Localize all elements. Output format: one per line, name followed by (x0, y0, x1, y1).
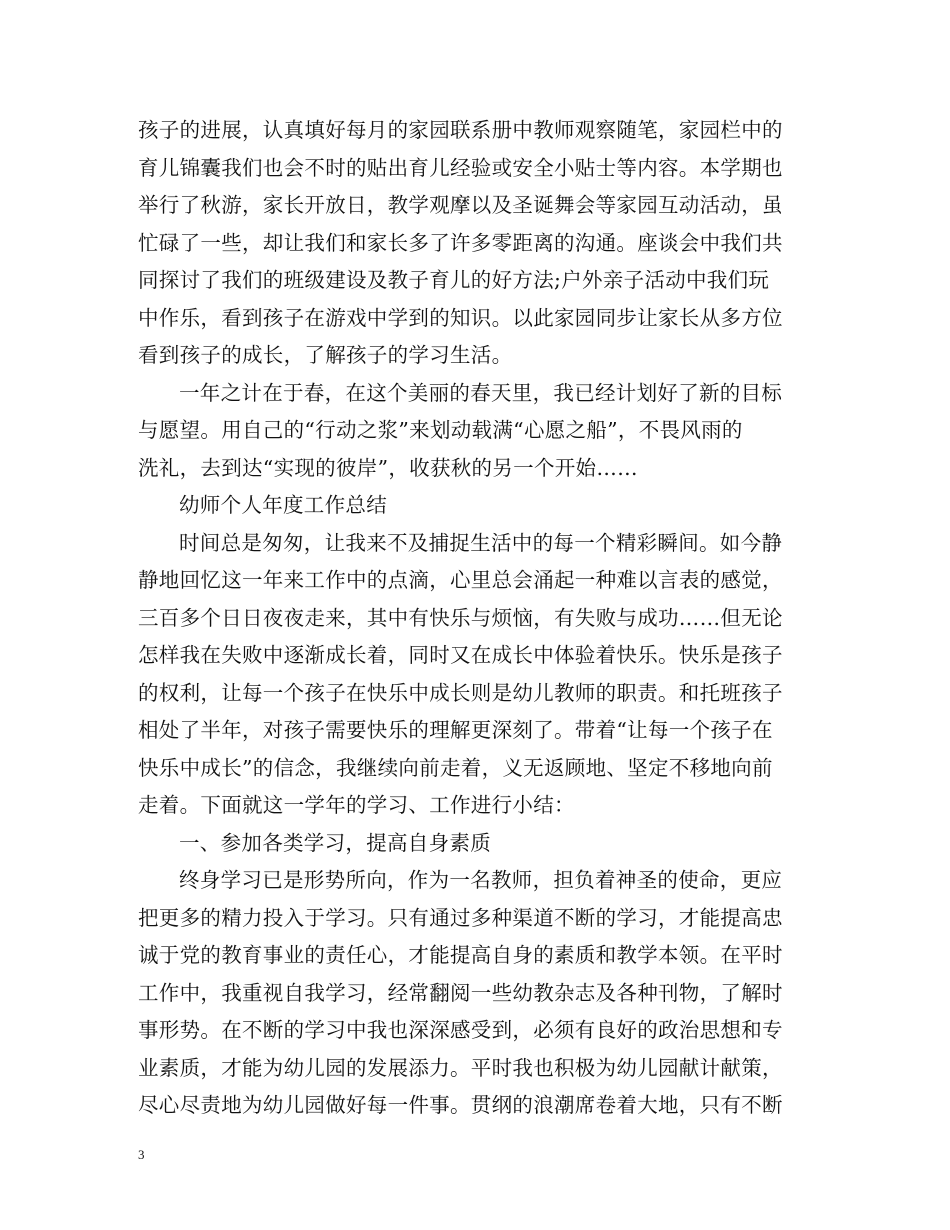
text-line: 孩子的进展，认真填好每月的家园联系册中教师观察随笔，家园栏中的 (138, 118, 783, 142)
text-line: 洗礼，去到达“实现的彼岸”，收获秋的另一个开始…… (138, 455, 638, 480)
text-line: 相处了半年，对孩子需要快乐的理解更深刻了。带着“让每一个孩子在 (138, 718, 773, 742)
text-line: 忙碌了一些，却让我们和家长多了许多零距离的沟通。座谈会中我们共 (138, 230, 783, 255)
text-line: 走着。下面就这一学年的学习、工作进行小结： (138, 793, 575, 817)
text-line: 尽心尽责地为幼儿园做好每一件事。贯纲的浪潮席卷着大地，只有不断 (138, 1093, 783, 1117)
text-line: 看到孩子的成长，了解孩子的学习生活。 (138, 343, 513, 367)
text-line: 怎样我在失败中逐渐成长着，同时又在成长中体验着快乐。快乐是孩子 (138, 643, 783, 667)
text-line: 时间总是匆匆，让我来不及捕捉生活中的每一个精彩瞬间。如今静 (179, 530, 783, 555)
text-line: 育儿锦囊我们也会不时的贴出育儿经验或安全小贴士等内容。本学期也 (138, 155, 783, 180)
text-line: 快乐中成长”的信念，我继续向前走着，义无返顾地、坚定不移地向前 (138, 755, 773, 780)
text-line: 静地回忆这一年来工作中的点滴，心里总会涌起一种难以言表的感觉， (138, 568, 783, 592)
text-line: 诚于党的教育事业的责任心，才能提高自身的素质和教学本领。在平时 (138, 943, 783, 967)
text-line: 举行了秋游，家长开放日，教学观摩以及圣诞舞会等家园互动活动，虽 (138, 193, 783, 217)
text-line: 把更多的精力投入于学习。只有通过多种渠道不断的学习，才能提高忠 (138, 905, 783, 930)
text-line: 三百多个日日夜夜走来，其中有快乐与烦恼，有失败与成功……但无论 (138, 605, 783, 630)
text-line: 同探讨了我们的班级建设及教子育儿的好方法;户外亲子活动中我们玩 (138, 268, 770, 292)
text-line: 事形势。在不断的学习中我也深深感受到，必须有良好的政治思想和专 (138, 1018, 783, 1042)
section-heading: 幼师个人年度工作总结 (179, 493, 387, 517)
text-line: 的权利，让每一个孩子在快乐中成长则是幼儿教师的职责。和托班孩子 (138, 680, 783, 705)
text-line: 一年之计在于春，在这个美丽的春天里，我已经计划好了新的目标 (179, 380, 783, 405)
text-line: 与愿望。用自己的“行动之浆”来划动载满“心愿之船”，不畏风雨的 (138, 418, 743, 442)
text-line: 终身学习已是形势所向，作为一名教师，担负着神圣的使命，更应 (179, 868, 783, 892)
body-text (138, 112, 813, 1125)
text-line: 中作乐，看到孩子在游戏中学到的知识。以此家园同步让家长从多方位 (138, 305, 783, 330)
text-line: 工作中，我重视自我学习，经常翻阅一些幼教杂志及各种刊物，了解时 (138, 980, 783, 1005)
text-line: 业素质，才能为幼儿园的发展添力。平时我也积极为幼儿园献计献策， (138, 1055, 783, 1080)
page-number: 3 (138, 1147, 145, 1162)
section-heading: 一、参加各类学习，提高自身素质 (179, 830, 491, 855)
